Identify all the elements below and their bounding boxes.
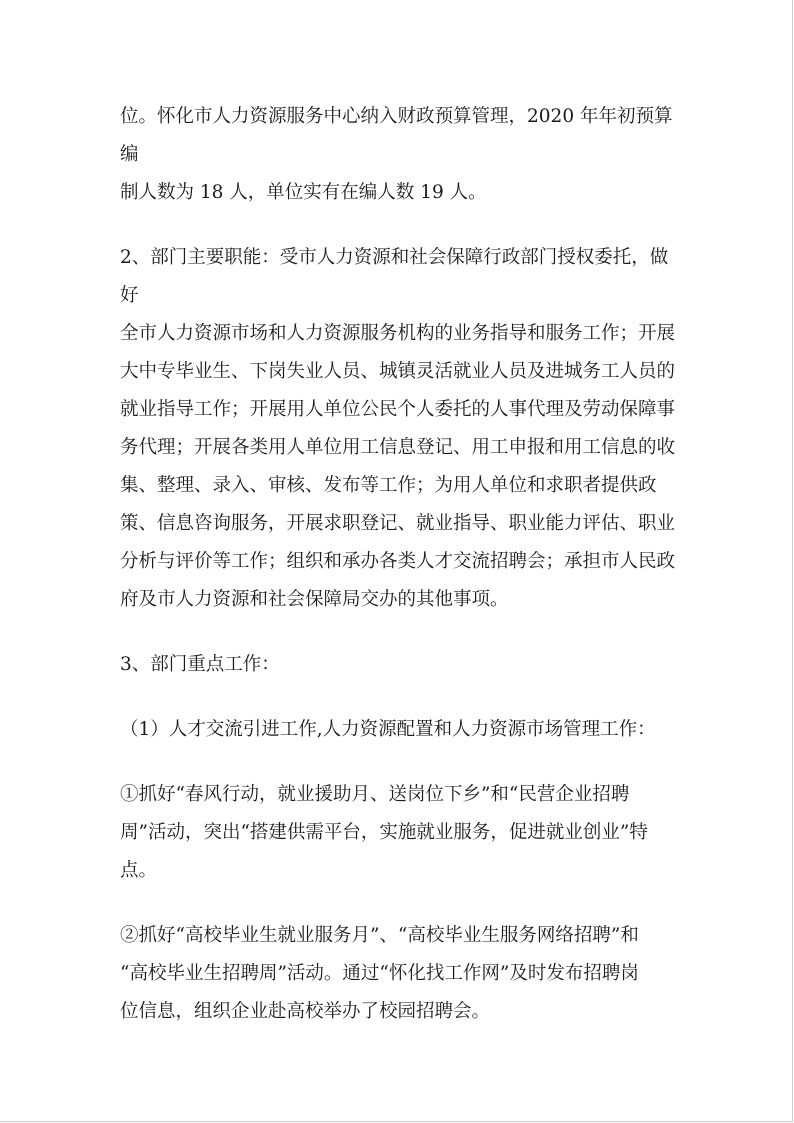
text-line: 3、部门重点工作： [120, 654, 280, 675]
text-line: 位信息，组织企业赴高校举办了校园招聘会。 [120, 1001, 491, 1022]
section-heading-key-work [120, 646, 680, 684]
text-line: 就业指导工作；开展用人单位公民个人委托的人事代理及劳动保障事 [120, 399, 676, 420]
text-line: 策、信息咨询服务，开展求职登记、就业指导、职业能力评估、职业 [120, 513, 676, 534]
text-line: 分析与评价等工作；组织和承办各类人才交流招聘会；承担市人民政 [120, 551, 676, 572]
text-line: 位。怀化市人力资源服务中心纳入财政预算管理，2020 年年初预算编 [120, 106, 673, 165]
document-body [120, 98, 680, 1031]
text-line: （1）人才交流引进工作,人力资源配置和人力资源市场管理工作： [120, 719, 656, 740]
text-line: 2、部门主要职能：受市人力资源和社会保障行政部门授权委托，做好 [120, 247, 669, 306]
subheading-talent-exchange [120, 711, 680, 749]
text-line: 全市人力资源市场和人力资源服务机构的业务指导和服务工作；开展 [120, 323, 676, 344]
text-line: 府及市人力资源和社会保障局交办的其他事项。 [120, 589, 509, 610]
text-line: 大中专毕业生、下岗失业人员、城镇灵活就业人员及进城务工人员的 [120, 361, 676, 382]
list-item-graduate-campaign [120, 917, 680, 1031]
text-line: “高校毕业生招聘周”活动。通过“怀化找工作网”及时发布招聘岗 [120, 963, 639, 984]
text-line: ①抓好“春风行动，就业援助月、送岗位下乡”和“民营企业招聘 [120, 784, 630, 805]
text-line: 务代理；开展各类用人单位用工信息登记、用工申报和用工信息的收 [120, 437, 676, 458]
text-line: 点。 [120, 860, 158, 881]
text-line: 制人数为 18 人，单位实有在编人数 19 人。 [120, 182, 487, 203]
paragraph-department-functions [120, 239, 680, 619]
list-item-spring-campaign [120, 776, 680, 890]
text-line: 集、整理、录入、审核、发布等工作；为用人单位和求职者提供政 [120, 475, 657, 496]
paragraph-intro-continuation [120, 98, 680, 212]
text-line: 周”活动，突出“搭建供需平台，实施就业服务，促进就业创业”特 [120, 822, 648, 843]
text-line: ②抓好“高校毕业生就业服务月”、“高校毕业生服务网络招聘”和 [120, 925, 639, 946]
